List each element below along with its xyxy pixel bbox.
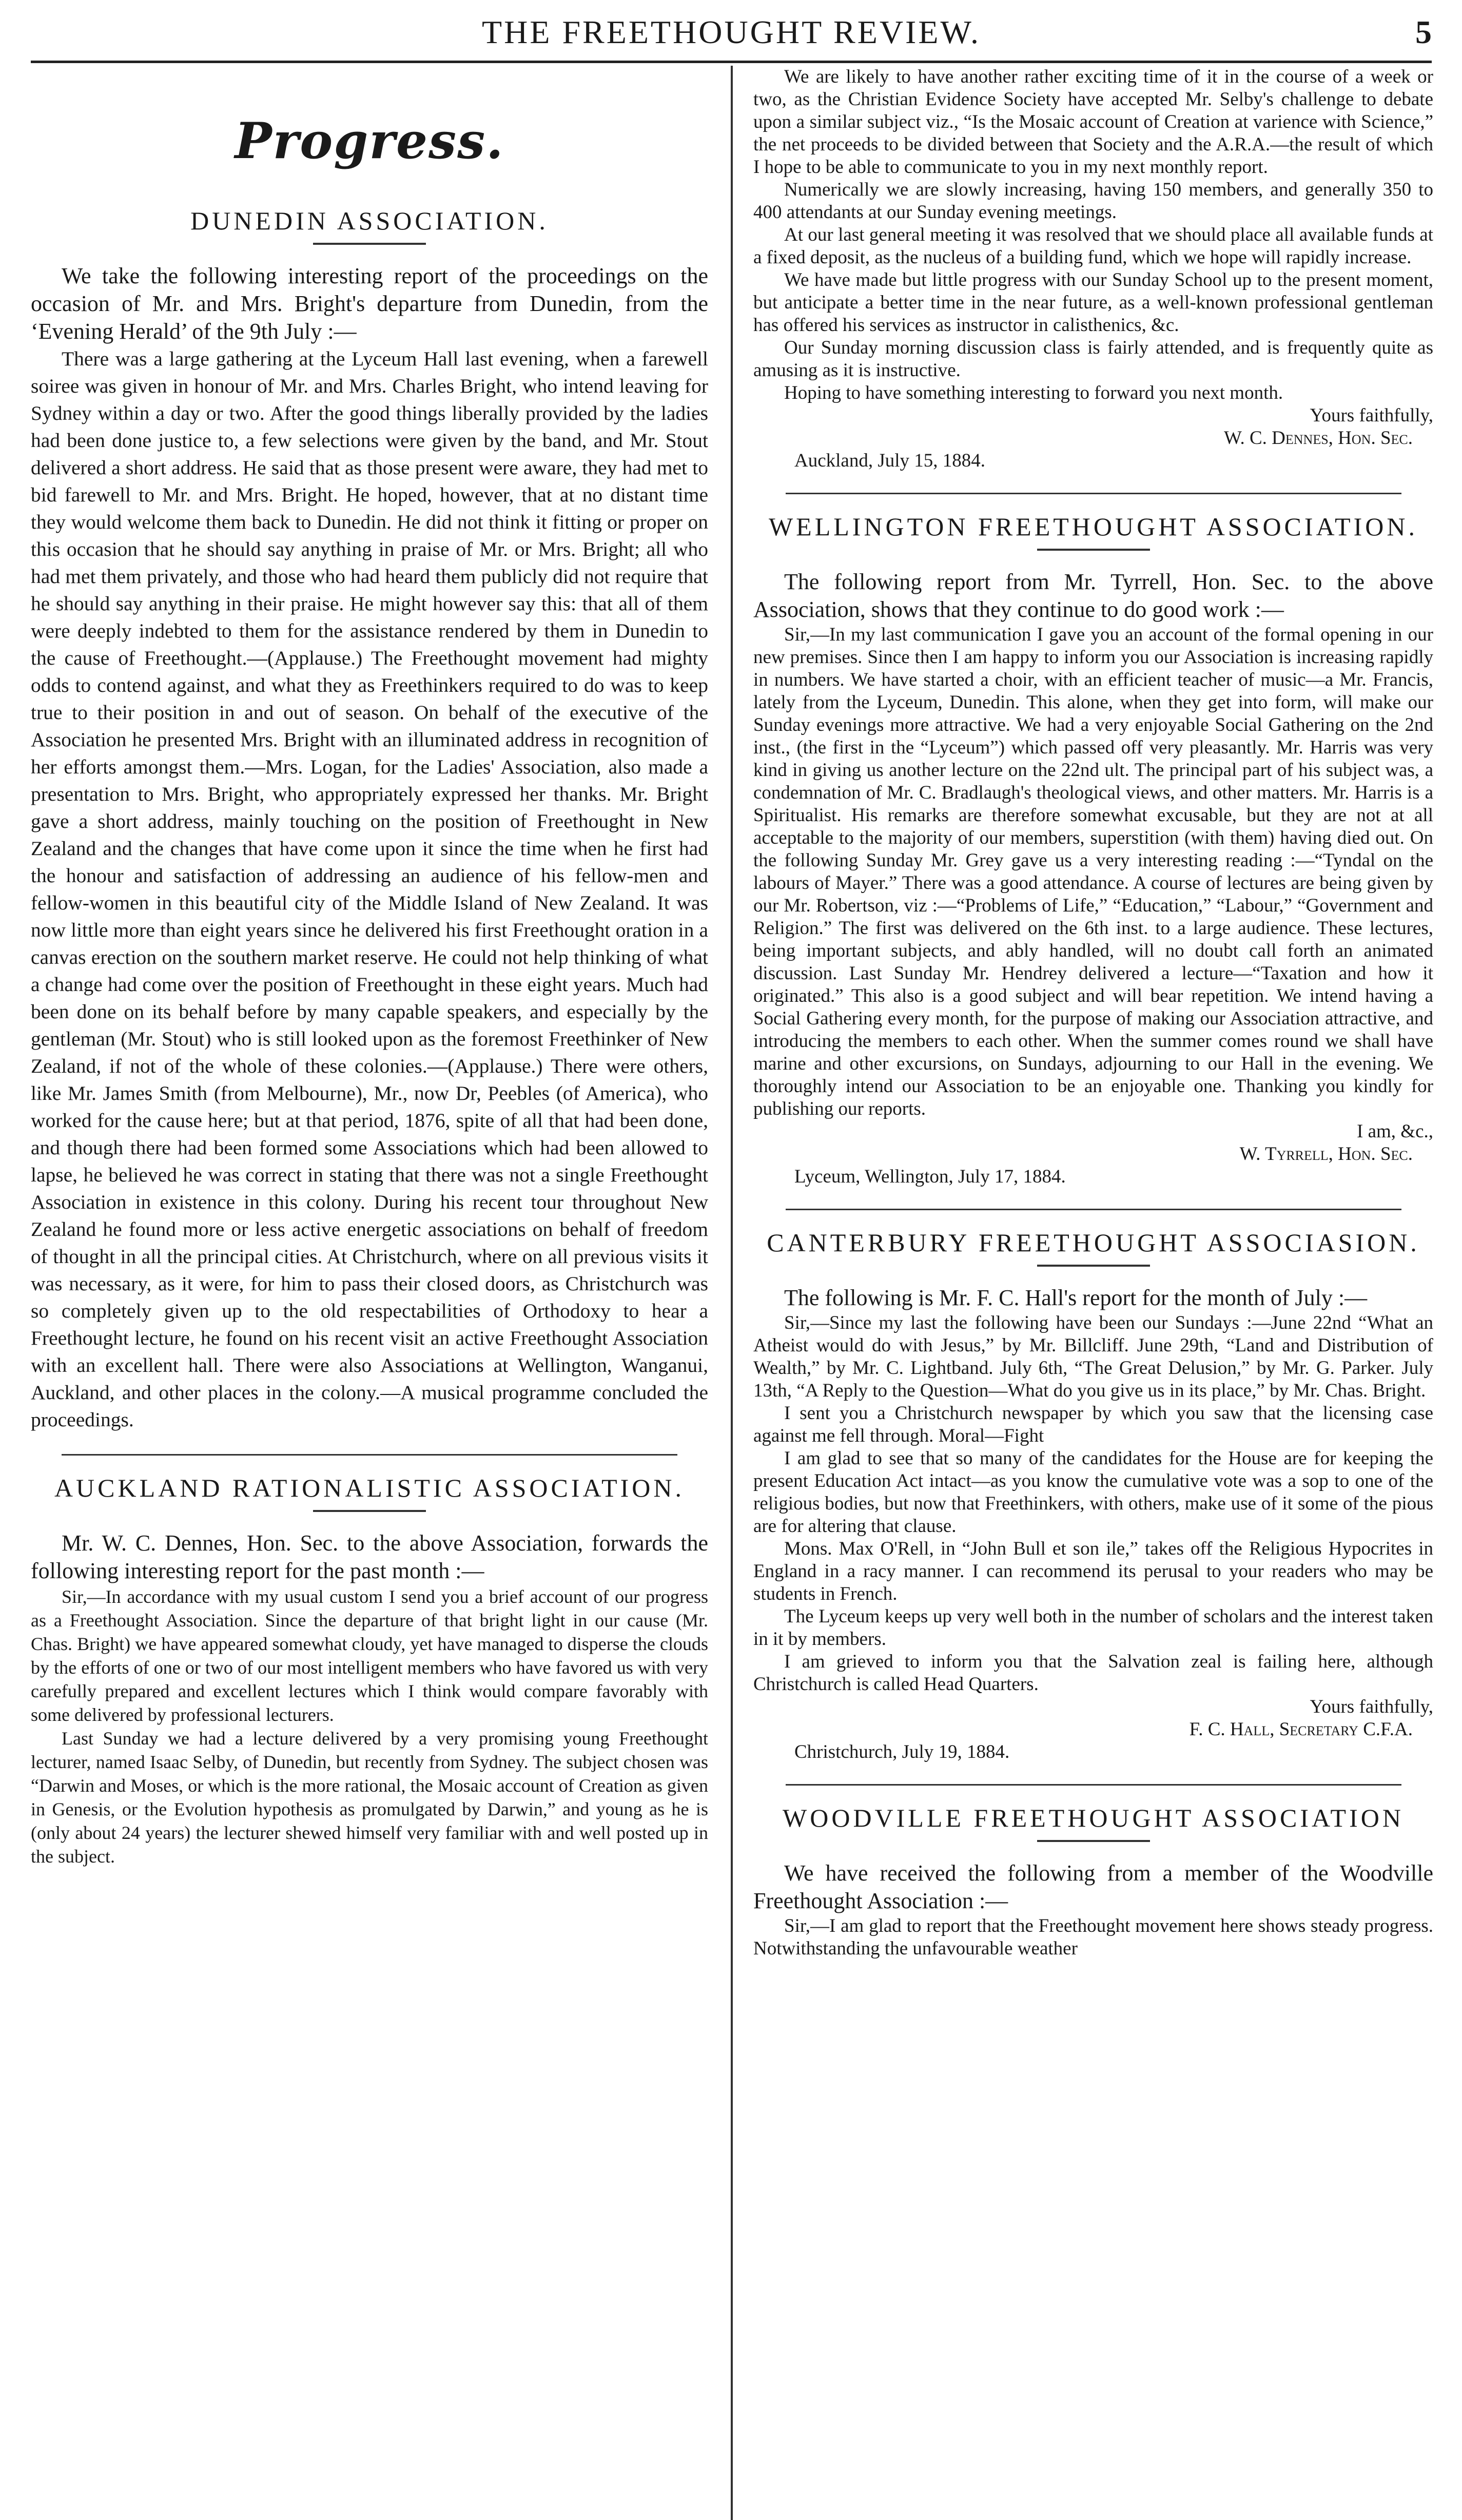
auckland-letter-paragraph: Hoping to have something interesting to forward you next month. xyxy=(784,382,1283,403)
woodville-letter: Sir,—I am glad to report that the Freethought movement here shows steady progress. Notwithstanding the unfavourable weather xyxy=(753,1915,1433,1959)
wellington-intro: The following report from Mr. Tyrrell, Hon. Sec. to the above Association, shows that they continue to do good work :— xyxy=(753,569,1433,622)
canterbury-letter-paragraph: I am glad to see that so many of the candidates for the House are for keeping the present Education Act intact—as you know the cumulative vote was a sop to one of the religious bodies, but now that Freethinkers, with others, make use of it some of the pious are for altering that clause. xyxy=(753,1448,1433,1537)
section-rule xyxy=(62,1454,677,1456)
wellington-place-date: Lyceum, Wellington, July 17, 1884. xyxy=(794,1166,1066,1187)
heading-rule xyxy=(1037,549,1150,551)
auckland-letter-paragraph: Last Sunday we had a lecture delivered by a very promising young Freethought lecturer, named Isaac Selby, of Dunedin, but recently from Sydney. The subject chosen was “Darwin and Moses, or which is the more rational, the Mosaic account of Creation as given in Genesis, or the Evolution hypothesis as promulgated by Darwin,” and young as he is (only about 24 years) the lecturer shewed himself very familiar with and well posted up in the subject. xyxy=(31,1728,708,1867)
canterbury-letter-paragraph: Sir,—Since my last the following have been our Sundays :—June 22nd “What an Atheist would do with Jesus,” by Mr. Billcliff. June 29th, “Land and Distribution of Wealth,” by Mr. C. Lightband. July 6th, “The Great Delusion,” by Mr. G. Parker. July 13th, “A Reply to the Question—What do you give us in its place,” by Mr. Chas. Bright. xyxy=(753,1312,1433,1401)
page-number: 5 xyxy=(1415,14,1432,50)
dunedin-intro: We take the following interesting report of the proceedings on the occasion of Mr. and Mrs. Bright's departure from Dunedin, from the ‘Evening Herald’ of the 9th July :— xyxy=(31,263,708,344)
auckland-letter-paragraph: Numerically we are slowly increasing, having 150 members, and generally 350 to 400 attendants at our Sunday evening meetings. xyxy=(753,179,1433,223)
auckland-intro: Mr. W. C. Dennes, Hon. Sec. to the above Association, forwards the following interesting report for the past month :— xyxy=(31,1530,708,1583)
canterbury-place-date: Christchurch, July 19, 1884. xyxy=(794,1741,1010,1762)
woodville-heading: WOODVILLE FREETHOUGHT ASSOCIATION xyxy=(783,1804,1404,1832)
auckland-signature: W. C. Dennes, Hon. Sec. xyxy=(1223,428,1413,449)
canterbury-signature: F. C. Hall, Secretary C.F.A. xyxy=(1189,1719,1413,1740)
wellington-closing: I am, &c., xyxy=(1357,1121,1433,1142)
canterbury-letter-paragraph: I am grieved to inform you that the Salvation zeal is failing here, although Christchurch is called Head Quarters. xyxy=(753,1651,1433,1695)
canterbury-letter-paragraph: Mons. Max O'Rell, in “John Bull et son ile,” takes off the Religious Hypocrites in England in a racy manner. I can recommend its perusal to your readers who may be students in French. xyxy=(753,1538,1433,1604)
left-column xyxy=(31,66,708,2520)
canterbury-closing: Yours faithfully, xyxy=(1310,1696,1433,1717)
auckland-closing: Yours faithfully, xyxy=(1310,405,1433,426)
auckland-letter-paragraph: Sir,—In accordance with my usual custom I send you a brief account of our progress as a Freethought Association. Since the departure of that bright light in our cause (Mr. Chas. Bright) we have appeared somewhat cloudy, yet have managed to disperse the clouds by the efforts of one or two of our most intelligent members who have favored us with very carefully prepared and excellent lectures which I think would compare favorably with some delivered by professional lecturers. xyxy=(31,1586,708,1725)
wellington-signature: W. Tyrrell, Hon. Sec. xyxy=(1239,1143,1413,1165)
canterbury-letter-paragraph: I sent you a Christchurch newspaper by which you saw that the licensing case against me fell through. Moral—Fight xyxy=(753,1403,1433,1446)
dunedin-heading: DUNEDIN ASSOCIATION. xyxy=(190,206,549,235)
woodville-intro: We have received the following from a member of the Woodville Freethought Association :— xyxy=(753,1860,1433,1913)
progress-title: Progress. xyxy=(235,112,504,170)
journal-title: THE FREETHOUGHT REVIEW. xyxy=(482,14,981,50)
canterbury-heading: CANTERBURY FREETHOUGHT ASSOCIASION. xyxy=(767,1228,1420,1257)
auckland-letter-paragraph: We have made but little progress with our Sunday School up to the present moment, but anticipate a better time in the near future, as a well-known professional gentleman has offered his services as instructor in calisthenics, &c. xyxy=(753,269,1433,336)
section-rule xyxy=(786,493,1401,494)
wellington-heading: WELLINGTON FREETHOUGHT ASSOCIATION. xyxy=(768,512,1418,541)
canterbury-intro: The following is Mr. F. C. Hall's report for the month of July :— xyxy=(784,1285,1368,1310)
right-column xyxy=(753,66,1433,2520)
dunedin-report: There was a large gathering at the Lyceum Hall last evening, when a farewell soiree was given in honour of Mr. and Mrs. Charles Bright, who intend leaving for Sydney within a day or two. After the good things liberally provided by the ladies had been done justice to, a few selections were given by the band, and Mr. Stout delivered a short address. He said that as those present were aware, they had met to bid farewell to Mr. and Mrs. Bright. He hoped, however, that at no distant time they would welcome them back to Dunedin. He did not think it fitting or proper on this occasion that he should say anything in praise of Mr. or Mrs. Bright; all who had met them privately, and those who had heard them publicly did not require that he should say anything in their praise. He might however say this: that all of them were deeply indebted to them for the assistance rendered by them in Dunedin to the cause of Freethought.—(Applause.) The Freethought movement had mighty odds to contend against, and what they as Freethinkers required to do was to keep true to their position in and out of season. On behalf of the executive of the Association he presented Mrs. Bright with an illuminated address in recognition of her efforts amongst them.—Mrs. Logan, for the Ladies' Association, also made a presentation to Mrs. Bright, who appropriately expressed her thanks. Mr. Bright gave a short address, mainly touching on the position of Freethought in New Zealand and the changes that have come upon it since the time when he first had the honour and satisfaction of addressing an audience of his fellow-men and fellow-women in this beautiful city of the Middle Island of New Zealand. It was now little more than eight years since he delivered his first Freethought oration in a canvas erection on the southern market reserve. He could not help thinking of what a change had come over the position of Freethought in these eight years. Much had been done on its behalf before by many capable speakers, and especially by the gentleman (Mr. Stout) who is still looked upon as the foremost Freethinker of New Zealand, if not of the whole of these colonies.—(Applause.) There were others, like Mr. James Smith (from Melbourne), Mr., now Dr, Peebles (of America), who worked for the cause here; but at that period, 1876, spite of all that had been done, and though there had been formed some Associations which had been allowed to lapse, he believed he was correct in stating that there was not a single Freethought Association in existence in this colony. During his recent tour throughout New Zealand he found more or less active energetic associations on behalf of freedom of thought in all the principal cities. At Christchurch, where on all previous visits it was necessary, as it were, for him to pass their closed doors, as Christchurch was so completely given up to the old respectabilities of Orthodoxy to hear a Freethought lecture, he found on his recent visit an active Freethought Association with an excellent hall. There were also Associations at Wellington, Wanganui, Auckland, and other places in the colony.—A musical programme concluded the proceedings. xyxy=(31,347,708,1431)
heading-rule xyxy=(313,1510,426,1512)
auckland-letter-paragraph: Our Sunday morning discussion class is fairly attended, and is frequently quite as amusing as it is instructive. xyxy=(753,337,1433,381)
page-header xyxy=(31,9,1432,63)
heading-rule xyxy=(1037,1265,1150,1267)
section-rule xyxy=(786,1784,1401,1786)
auckland-letter-paragraph: At our last general meeting it was resolved that we should place all available funds at a fixed deposit, as the nucleus of a building fund, which we hope will rapidly increase. xyxy=(753,224,1433,268)
heading-rule xyxy=(1037,1840,1150,1842)
auckland-letter-paragraph: We are likely to have another rather exciting time of it in the course of a week or two, as the Christian Evidence Society have accepted Mr. Selby's challenge to debate upon a similar subject viz., “Is the Mosaic account of Creation at varience with Science,” the net proceeds to be divided between that Society and the A.R.A.—the result of which I hope to be able to communicate to you in my next monthly report. xyxy=(753,66,1433,178)
column-divider xyxy=(731,66,733,2520)
wellington-letter: Sir,—In my last communication I gave you an account of the formal opening in our new premises. Since then I am happy to inform you our Association is increasing rapidly in numbers. We have started a choir, with an efficient teacher of music—a Mr. Francis, lately from the Lyceum, Dunedin. This alone, when they get into form, will make our Sunday evenings more attractive. We had a very enjoyable Social Gathering on the 2nd inst., (the first in the “Lyceum”) which passed off very pleasantly. Mr. Harris was very kind in giving us another lecture on the 22nd ult. The principal part of his subject was, a condemnation of Mr. C. Bradlaugh's theological views, and other matters. Mr. Harris is a Spiritualist. His remarks are therefore somewhat excusable, but they are not at all acceptable to the majority of our members, superstition (with them) having died out. On the following Sunday Mr. Grey gave us a very interesting reading :—“Tyndal on the labours of Mayer.” There was a good attendance. A course of lectures are being given by our Mr. Robertson, viz :—“Problems of Life,” “Education,” “Labour,” “Government and Religion.” The first was delivered on the 6th inst. to a large audience. These lectures, being important subjects, and ably handled, will no doubt call forth an animated discussion. Last Sunday Mr. Hendrey delivered a lecture—“Taxation and how it originated.” This also is a good subject and will bear repetition. We intend having a Social Gathering every month, for the purpose of making our Association attractive, and introducing the members to each other. When the summer comes round we shall have marine and other excursions, on Sundays, adjourning to our Hall in the evening. We thoroughly intend our Association to be an enjoyable one. Thanking you kindly for publishing our reports. xyxy=(753,624,1433,1119)
canterbury-letter-paragraph: The Lyceum keeps up very well both in the number of scholars and the interest taken in it by members. xyxy=(753,1606,1433,1650)
section-rule xyxy=(786,1209,1401,1210)
auckland-place-date: Auckland, July 15, 1884. xyxy=(794,450,986,471)
heading-rule xyxy=(313,243,426,245)
auckland-heading: AUCKLAND RATIONALISTIC ASSOCIATION. xyxy=(54,1474,685,1502)
